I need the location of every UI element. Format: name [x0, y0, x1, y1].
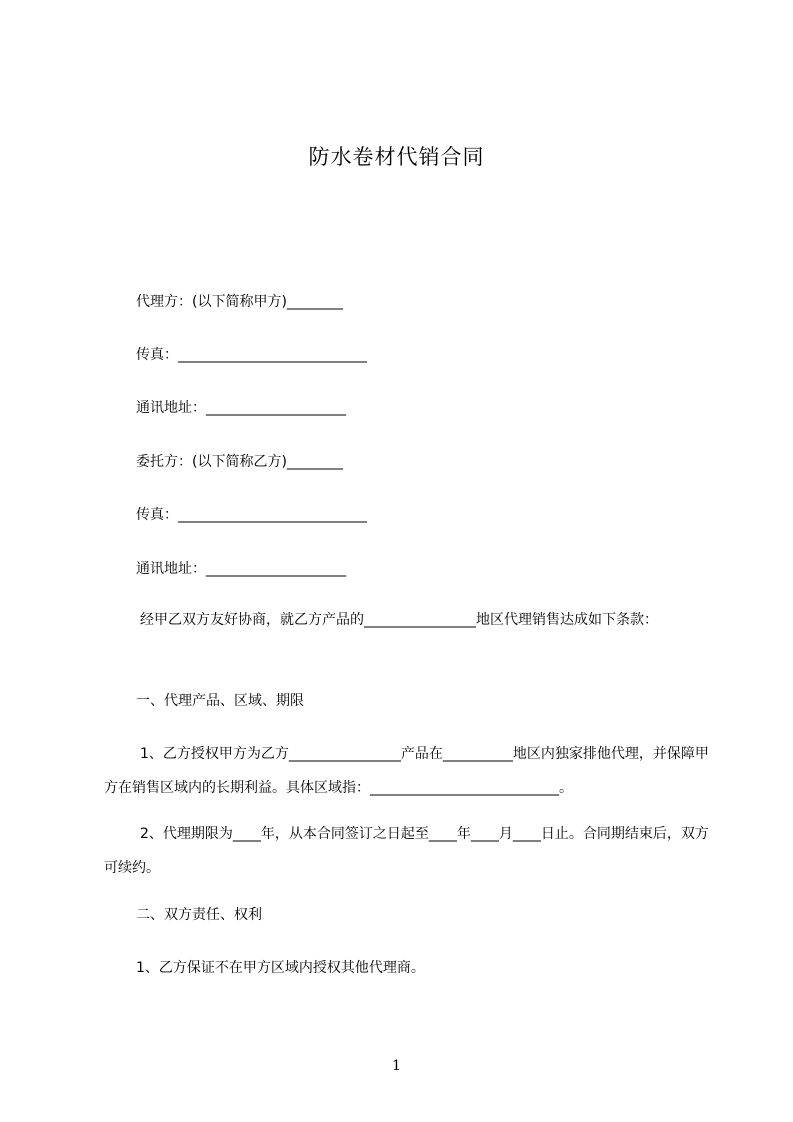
section-2-heading: 二、双方责任、权利: [136, 907, 262, 923]
field-fax-principal: 传真：___________________________: [136, 507, 367, 523]
section-1-item-1: [104, 737, 714, 805]
document-title: 防水卷材代销合同: [308, 145, 485, 169]
section-1-item-2-text: 2、代理期限为____年，从本合同签订之日起至____年____月____日止。合同期结束后，双方可续约。: [104, 826, 709, 876]
intro-text: 经甲乙双方友好协商，就乙方产品的________________地区代理销售达成如下条款：: [140, 612, 658, 628]
field-agent: 代理方：(以下简称甲方)________: [136, 294, 343, 310]
field-address-principal: 通讯地址：____________________: [136, 561, 346, 577]
section-1-item-2: [104, 817, 714, 885]
page-number: 1: [392, 1058, 401, 1074]
field-principal: 委托方：(以下简称乙方)________: [136, 454, 343, 470]
field-address-agent: 通讯地址：____________________: [136, 400, 346, 416]
section-1-item-1-text: 1、乙方授权甲方为乙方________________产品在__________地区内独家排他代理，并保障甲方在销售区域内的长期利益。具体区域指：___________________________。: [104, 746, 709, 796]
field-fax-agent: 传真：___________________________: [136, 347, 367, 363]
section-2-item-1: 1、乙方保证不在甲方区域内授权其他代理商。: [136, 960, 425, 976]
intro-paragraph: [104, 603, 714, 637]
section-1-heading: 一、代理产品、区域、期限: [136, 693, 304, 709]
